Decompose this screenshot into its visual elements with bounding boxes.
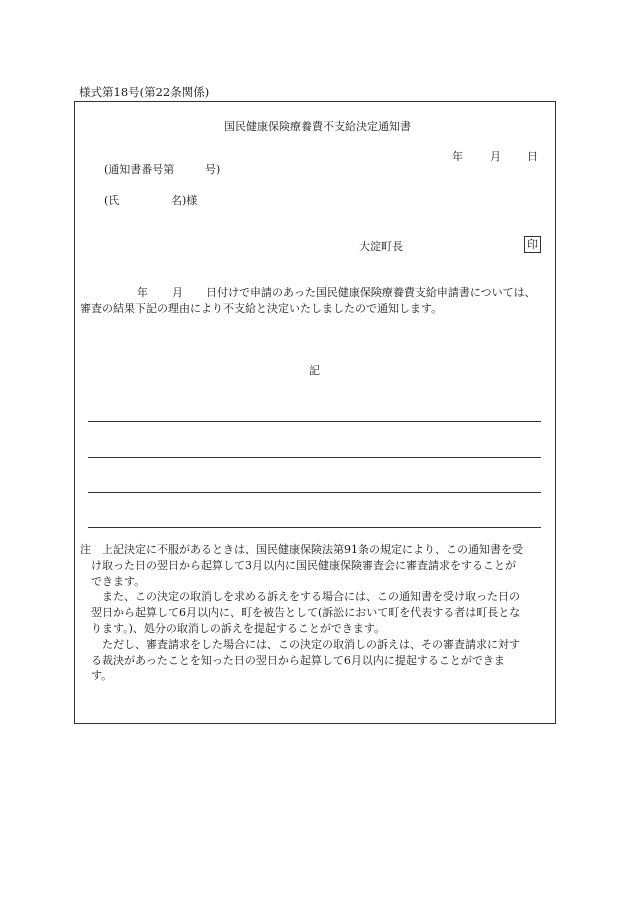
note-line: ります。)、処分の取消しの訴えを提起することができます。 xyxy=(80,621,386,635)
body-year-label: 年 xyxy=(137,286,148,299)
body-line2-text: 審査の結果下記の理由により不支給と決定いたしましたので通知します。 xyxy=(80,302,443,315)
reason-line-2 xyxy=(88,457,541,458)
note-line: 注 上記決定に不服があるときは、国民健康保険法第91条の規定により、この通知書を受 xyxy=(80,543,523,556)
date-month-label: 月 xyxy=(490,150,501,163)
document-title: 国民健康保険療養費不支給決定通知書 xyxy=(224,120,411,133)
issuer-name: 大淀町長 xyxy=(359,240,403,253)
note-line: ただし、審査請求をした場合には、この決定の取消しの訴えは、その審査請求に対す xyxy=(80,637,520,651)
note-line: 翌日から起算して6月以内に、町を被告として(訴訟において町を代表する者は町長とな xyxy=(80,606,521,620)
note-line: け取った日の翌日から起算して3月以内に国民健康保険審査会に審査請求をすることが xyxy=(80,558,516,572)
notes-block xyxy=(80,542,552,684)
note-line: また、この決定の取消しを求める訴えをする場合には、この通知書を受け取った日の xyxy=(80,590,520,604)
seal-mark: 印 xyxy=(524,236,541,253)
reason-line-3 xyxy=(88,492,541,493)
note-line: す。 xyxy=(80,669,113,683)
date-year-label: 年 xyxy=(452,150,463,163)
reason-line-4 xyxy=(88,527,541,528)
reason-line-1 xyxy=(88,421,541,422)
notice-number-suffix: 号) xyxy=(205,163,221,176)
ki-heading: 記 xyxy=(309,364,320,377)
note-line: できます。 xyxy=(80,574,146,588)
body-month-label: 月 xyxy=(172,286,183,299)
form-number: 様式第18号(第22条関係) xyxy=(79,85,210,99)
date-day-label: 日 xyxy=(527,150,538,163)
recipient-suffix: 名)様 xyxy=(171,194,198,207)
notice-number-prefix: (通知書番号第 xyxy=(104,163,175,176)
body-line1-text: 日付けで申請のあった国民健康保険療養費支給申請書については、 xyxy=(206,286,536,299)
recipient-prefix: (氏 xyxy=(104,194,120,207)
note-line: る裁決があったことを知った日の翌日から起算して6月以内に提起することができま xyxy=(80,653,505,667)
